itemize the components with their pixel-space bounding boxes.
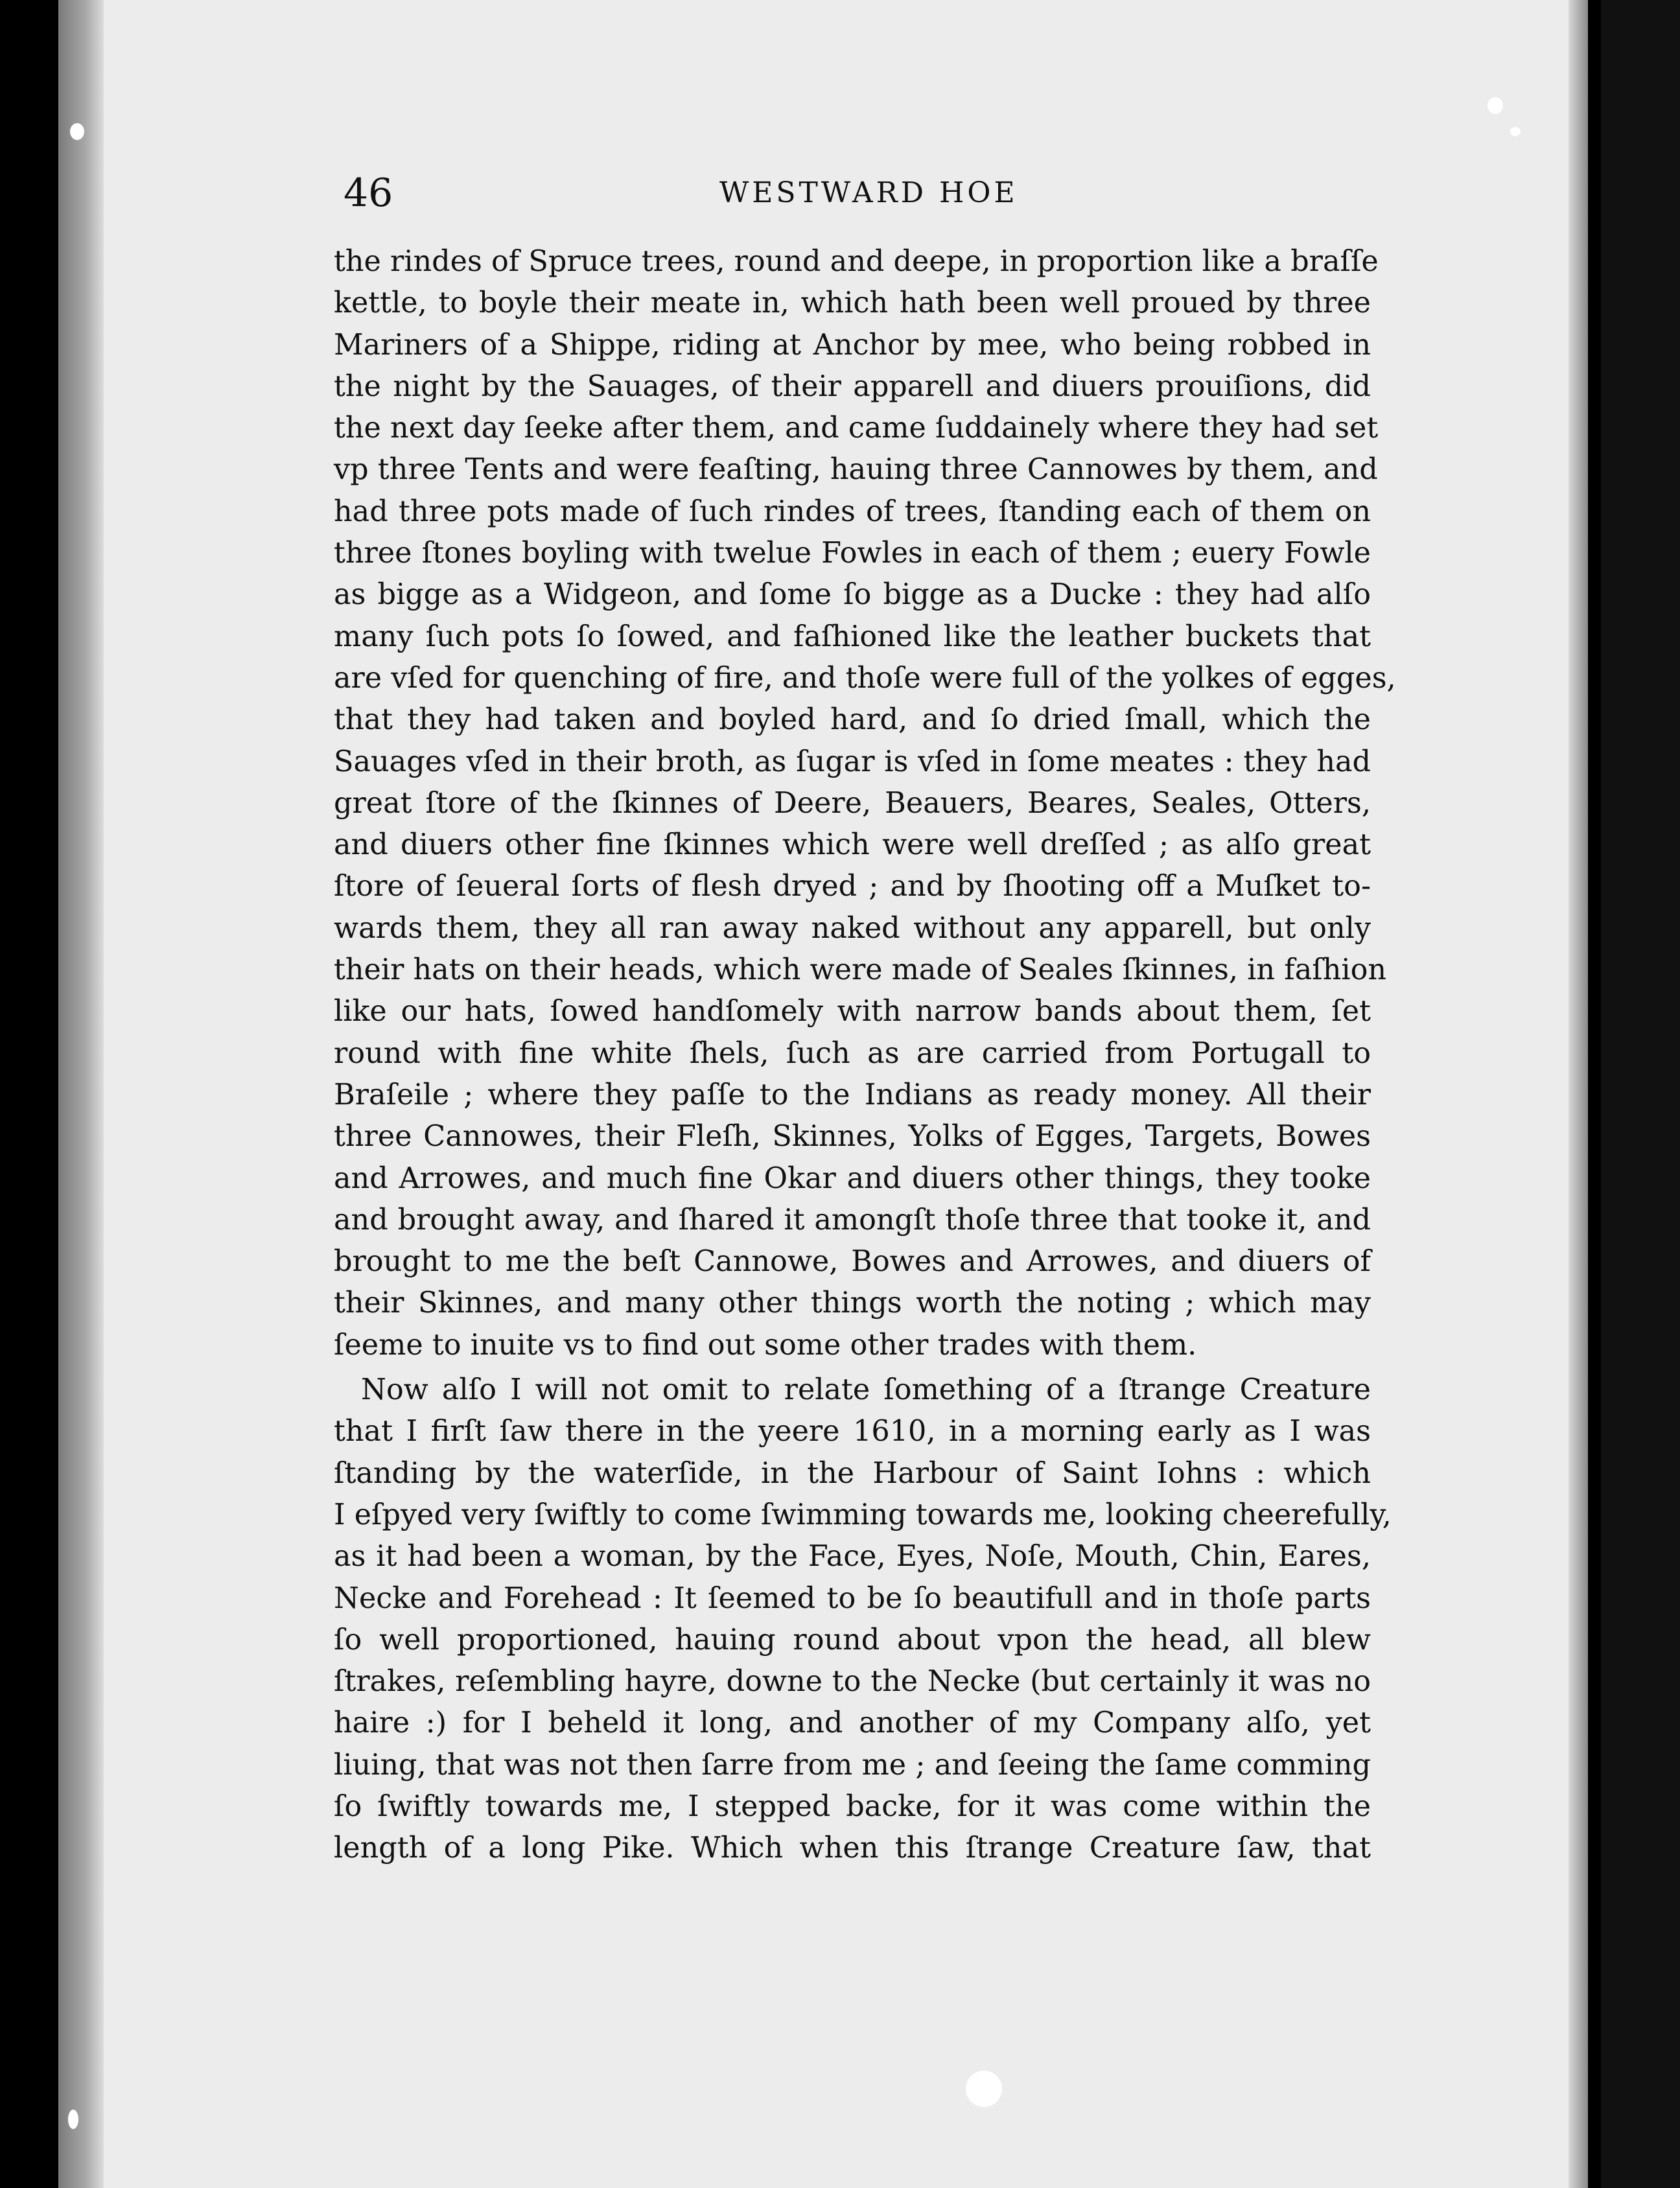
text-line: length of a long Pike. Which when this ſtrange Creature ſaw, that	[334, 1832, 1371, 1865]
page-right-edge	[1569, 0, 1588, 2188]
text-line: ſeeme to inuite vs to find out some other trades with them.	[334, 1328, 1197, 1362]
text-line: kettle, to boyle their meate in, which hath been well proued by three	[334, 286, 1371, 320]
page-gutter-shadow	[58, 0, 104, 2188]
text-line: ſo ſwiftly towards me, I stepped backe, for it was come within the	[334, 1789, 1371, 1823]
text-line: their Skinnes, and many other things worth the noting ; which may	[334, 1286, 1371, 1320]
text-line: like our hats, ſowed handſomely with narrow bands about them, ſet	[334, 995, 1371, 1029]
text-line: vp three Tents and were feaſting, hauing three Cannowes by them, and	[334, 453, 1378, 487]
paragraph-1	[334, 241, 1396, 1366]
text-line: Braſeile ; where they paſſe to the Indians as ready money. All their	[334, 1078, 1371, 1111]
scan-speck	[70, 123, 84, 140]
text-line: ſo well proportioned, hauing round about vpon the head, all blew	[334, 1623, 1371, 1657]
text-line: liuing, that was not then ſarre from me ; and ſeeing the ſame comming	[334, 1748, 1371, 1782]
text-line: the rindes of Spruce trees, round and deepe, in proportion like a braſſe	[334, 245, 1379, 278]
text-line: that they had taken and boyled hard, and ſo dried ſmall, which the	[334, 703, 1371, 737]
scan-speck	[1488, 97, 1503, 114]
page-header	[344, 167, 1381, 219]
text-line: round with fine white ſhels, ſuch as are carried from Portugall to	[334, 1036, 1371, 1070]
text-line: the next day ſeeke after them, and came ſuddainely where they had set	[334, 412, 1379, 445]
body-text	[334, 241, 1396, 1870]
text-line: and brought away, and ſhared it amongſt thoſe three that tooke it, and	[334, 1203, 1371, 1237]
text-line: wards them, they all ran away naked without any apparell, but only	[334, 911, 1371, 945]
text-line: the night by the Sauages, of their apparell and diuers prouiſions, did	[334, 369, 1371, 403]
text-line: ſtrakes, reſembling hayre, downe to the Necke (but certainly it was no	[334, 1665, 1371, 1699]
text-line: haire :) for I beheld it long, and another of my Company alſo, yet	[334, 1706, 1371, 1740]
adjacent-page-edge	[1601, 0, 1680, 2188]
text-line: brought to me the beſt Cannowe, Bowes and Arrowes, and diuers of	[334, 1245, 1371, 1279]
scan-speck	[966, 2071, 1002, 2107]
text-line: Mariners of a Shippe, riding at Anchor by mee, who being robbed in	[334, 328, 1371, 362]
text-line: ſtanding by the waterſide, in the Harbour of Saint Iohns : which	[334, 1456, 1371, 1490]
text-line: ſtore of ſeueral ſorts of flesh dryed ; and by ſhooting off a Muſket to-	[334, 870, 1371, 903]
text-line: great ſtore of the ſkinnes of Deere, Beauers, Beares, Seales, Otters,	[334, 786, 1371, 820]
text-line: Now alſo I will not omit to relate ſomething of a ſtrange Creature	[361, 1373, 1371, 1407]
text-line: Sauages vſed in their broth, as ſugar is vſed in ſome meates : they had	[334, 745, 1371, 778]
paragraph-2	[334, 1369, 1392, 1870]
text-line: and Arrowes, and much fine Okar and diuers other things, they tooke	[334, 1161, 1371, 1195]
scan-speck	[1510, 127, 1521, 136]
scan-speck	[68, 2110, 78, 2129]
running-head: WESTWARD HOE	[719, 176, 1018, 209]
text-line: as bigge as a Widgeon, and ſome ſo bigge as a Ducke : they had alſo	[334, 578, 1371, 612]
text-line: three ſtones boyling with twelue Fowles in each of them ; euery Fowle	[334, 537, 1371, 570]
text-line: Necke and Forehead : It ſeemed to be ſo beautifull and in thoſe parts	[334, 1581, 1371, 1615]
text-line: many ſuch pots ſo ſowed, and faſhioned like the leather buckets that	[334, 620, 1371, 653]
text-line: had three pots made of ſuch rindes of trees, ſtanding each of them on	[334, 495, 1371, 528]
text-line: three Cannowes, their Fleſh, Skinnes, Yolks of Egges, Targets, Bowes	[334, 1120, 1371, 1154]
page-number: 46	[344, 170, 393, 216]
text-line: that I firſt ſaw there in the yeere 1610, in a morning early as I was	[334, 1415, 1371, 1449]
text-line: are vſed for quenching of fire, and thoſe were full of the yolkes of egges,	[334, 661, 1396, 695]
text-line: and diuers other fine ſkinnes which were well dreſſed ; as alſo great	[334, 828, 1371, 862]
text-line: I eſpyed very ſwiftly to come ſwimming towards me, looking cheerefully,	[334, 1498, 1392, 1531]
text-line: as it had been a woman, by the Face, Eyes, Noſe, Mouth, Chin, Eares,	[334, 1540, 1371, 1574]
text-line: their hats on their heads, which were made of Seales ſkinnes, in faſhion	[334, 953, 1387, 987]
